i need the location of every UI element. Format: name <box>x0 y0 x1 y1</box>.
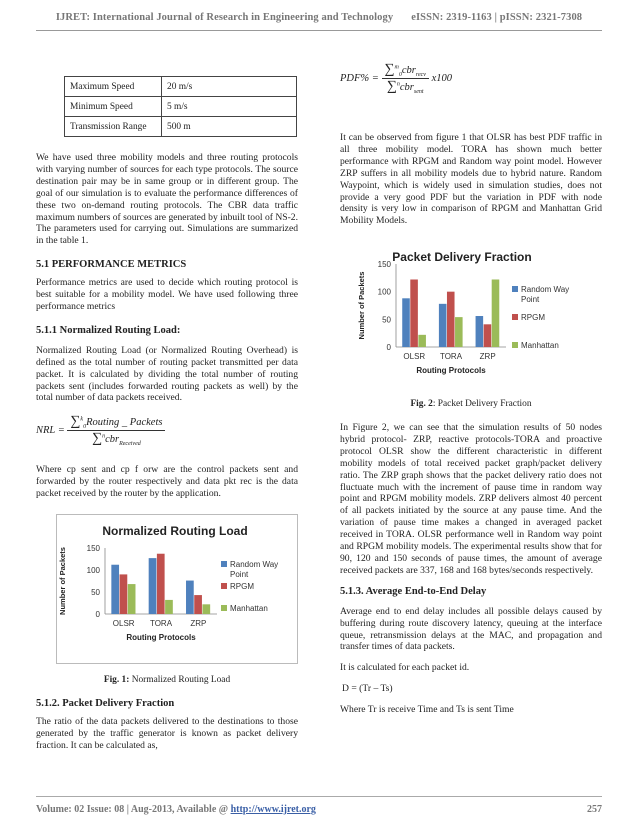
chart2-svg <box>356 246 592 386</box>
right-column-lower <box>340 422 602 725</box>
nrl-den-sub: Received <box>119 441 141 448</box>
pdf-tail: x100 <box>431 73 452 84</box>
y-tick-label: 150 <box>86 544 100 553</box>
issn: eISSN: 2319-1163 | pISSN: 2321-7308 <box>411 12 583 23</box>
legend-label-cont: Point <box>230 570 249 579</box>
delay-where-text: Where Tr is receive Time and Ts is sent Time <box>340 704 514 716</box>
param-row <box>65 117 297 137</box>
fig2-label: Fig. 2 <box>410 399 433 409</box>
nrl-lhs: NRL = <box>36 425 65 436</box>
section-5-1-3-text: Average end to end delay includes all possible delays caused by buffering during route discovery latency, queuing at the interface queue, retransmission delays at the MAC, and propagation and transfer times of data packets. <box>340 605 602 653</box>
running-header <box>0 12 638 23</box>
pdf-fraction: $\frac{\sum^m_0cbr_{recv}}{\sum^ncbr_{sent}}$ <box>382 62 429 95</box>
intro-paragraph: We have used three mobility models and three routing protocols with varying number of sources for each type protocols. The source destination pair may be in same group or in different group. The goal of our simulation is to evaluate the performance differences of these two on-demand routing protocols. The CBR data traffic maximum numbers of sources are generated by inbuilt tool of NS-2. The parameters used for carrying out. Simulations are summarized in the table 1. <box>36 152 298 247</box>
bar-olsr-manhattan <box>128 584 136 614</box>
pdf-lhs: PDF% = <box>340 73 379 84</box>
y-tick-label: 50 <box>382 315 391 325</box>
x-tick-label: OLSR <box>112 619 135 628</box>
y-tick-label: 0 <box>95 610 100 619</box>
x-axis-label: Routing Protocols <box>126 633 196 642</box>
y-tick-label: 0 <box>386 343 391 352</box>
pdf-sup-m: m <box>394 64 399 71</box>
bar-tora-random-way-point <box>149 558 157 614</box>
footer-volume: Volume: 02 Issue: 08 | Aug-2013, Available @ <box>36 804 231 815</box>
nrl-numerator: Routing _ Packets <box>86 417 163 428</box>
legend-label-cont: Point <box>521 295 540 304</box>
chart-packet-delivery-fraction <box>356 246 592 386</box>
pdf-sup-n: n <box>396 81 400 88</box>
section-5-1-3-title: 5.1.3. Average End-to-End Delay <box>340 585 487 597</box>
fig2-caption <box>340 399 602 409</box>
pdf-num-sub: recv <box>415 72 426 79</box>
param-label: Minimum Speed <box>65 97 162 117</box>
x-axis-label: Routing Protocols <box>416 366 486 375</box>
bar-tora-rpgm <box>157 554 165 614</box>
chart1-svg <box>57 515 297 663</box>
nrl-where <box>36 464 298 509</box>
header-rule <box>36 30 602 31</box>
fig2-text: : Packet Delivery Fraction <box>432 399 532 409</box>
x-tick-label: ZRP <box>190 619 207 628</box>
legend-label: Manhattan <box>230 604 268 613</box>
nrl-sup-k: k <box>80 416 84 423</box>
x-tick-label: TORA <box>439 352 463 361</box>
param-row <box>65 97 297 117</box>
fig1-caption <box>36 675 298 685</box>
legend-label: Random Way <box>521 285 570 294</box>
bar-olsr-rpgm <box>410 279 418 347</box>
param-value: 5 m/s <box>162 97 297 117</box>
bar-olsr-manhattan <box>418 335 426 347</box>
page-number: 257 <box>587 804 602 815</box>
section-5-1-title: 5.1 PERFORMANCE METRICS <box>36 259 187 271</box>
param-row <box>65 77 297 97</box>
bar-olsr-random-way-point <box>111 565 119 614</box>
y-tick-label: 100 <box>86 566 100 575</box>
x-tick-label: TORA <box>149 619 173 628</box>
left-column <box>36 152 298 413</box>
section-5-1-text: Performance metrics are used to decide which routing protocol is best suitable for a mobility model. We have used following three performance metrics <box>36 277 298 312</box>
bar-olsr-random-way-point <box>402 298 410 347</box>
section-5-1-1-text: Normalized Routing Load (or Normalized Routing Overhead) is defined as the total number of routing packet transmitted per data packet. It is calculated by dividing the total number of routing packets sent (includes forwarded routing packets as well) by the total number of data packets received. <box>36 344 298 404</box>
legend-swatch <box>221 583 227 589</box>
bar-zrp-manhattan <box>202 604 210 614</box>
legend-swatch <box>512 314 518 320</box>
params-table <box>64 76 297 137</box>
bar-olsr-rpgm <box>120 574 128 614</box>
nrl-fraction: $\frac{\sum^k_0Routing \_ Packets}{\sum^ncbr_{Received}}$ <box>67 414 165 447</box>
delay-formula: D = (Tr – Ts) <box>342 683 393 695</box>
y-axis-label: Number of Packets <box>58 547 67 615</box>
section-5-1-2 <box>36 698 298 761</box>
footer-link[interactable]: http://www.ijret.org <box>230 804 316 815</box>
bar-zrp-rpgm <box>194 595 202 614</box>
nrl-sup-n: n <box>102 433 106 440</box>
nrl-equation <box>36 414 298 447</box>
param-value: 20 m/s <box>162 77 297 97</box>
legend-swatch <box>512 286 518 292</box>
footer <box>36 804 602 815</box>
section-5-1-1-title: 5.1.1 Normalized Routing Load: <box>36 324 181 336</box>
legend-label: RPGM <box>521 313 545 322</box>
nrl-sub-0: 0 <box>83 424 87 431</box>
nrl-denominator: cbr <box>105 434 120 446</box>
bar-tora-rpgm <box>447 292 455 347</box>
footer-rule <box>36 796 602 797</box>
bar-zrp-random-way-point <box>476 316 484 347</box>
pdf-numerator: cbr <box>401 65 416 76</box>
bar-zrp-rpgm <box>484 324 492 347</box>
chart-normalized-routing-load <box>56 514 298 664</box>
legend-swatch <box>512 342 518 348</box>
pdf-den-sub: sent <box>413 89 424 96</box>
legend-label: Random Way <box>230 560 279 569</box>
where-text: Where cp sent and cp f orw are the control packets sent and forwarded by the router respectively and data pkt rec is the data packet received by the router by the application. <box>36 464 298 499</box>
legend-label: Manhattan <box>521 341 559 350</box>
legend-label: RPGM <box>230 582 254 591</box>
legend-swatch <box>221 605 227 611</box>
section-5-1-2-text: The ratio of the data packets delivered to the destinations to those generated by the traffic generator is known as packet delivery fraction. It can be calculated as, <box>36 715 298 751</box>
right-para-1 <box>340 132 602 236</box>
legend-swatch <box>221 561 227 567</box>
journal-name: IJRET: International Journal of Research in Engineering and Technology <box>55 12 394 23</box>
bar-tora-manhattan <box>455 317 463 347</box>
figure2-discussion: In Figure 2, we can see that the simulation results of 50 nodes hybrid protocol- ZRP, reactive protocols-TORA and proactive protocol OLSR show the different characteristic in different mobility models of total received packet graph/packet delivery ratio. The ZRP graph shows that the packet delivery ratio does not fluctuate much with the increment of pause time in random way point and RPGM mobility models. ZRP delivers almost 40 percent of all packets initiated by the source at any pause time. And the variation of pause time makes a changed in averaged packet received in TORA. OLSR performance well in Random way point and RPGM mobility models. The experimental results show that for 90, 120 and 150 seconds of pause times, the amount of average received packets are 337, 168 and 168 bytes/seconds respectively. <box>340 422 602 576</box>
param-value: 500 m <box>162 117 297 137</box>
fig1-text: Normalized Routing Load <box>131 675 231 685</box>
pdf-observation-text: It can be observed from figure 1 that OLSR has best PDF traffic in all three mobility model. TORA has shown much better performance with RPGM and Random way point model. However ZRP suffers in all mobility models due to hybrid nature. Random Waypoint, which is widely used in simulation studies, does not provide a very good PDF but the variation in PDF with node density is very low in comparison of RPGM and Manhattan Grid Mobility Models. <box>340 132 602 227</box>
y-tick-label: 150 <box>377 260 391 269</box>
section-5-1-2-title: 5.1.2. Packet Delivery Fraction <box>36 698 175 709</box>
x-tick-label: OLSR <box>403 352 426 361</box>
bar-tora-random-way-point <box>439 304 447 347</box>
param-label: Maximum Speed <box>65 77 162 97</box>
param-label: Transmission Range <box>65 117 162 137</box>
pdf-denominator: cbr <box>399 82 414 94</box>
calc-text: It is calculated for each packet id. <box>340 662 470 674</box>
pdf-equation <box>340 62 602 95</box>
y-tick-label: 100 <box>377 287 391 297</box>
y-axis-label: Number of Packets <box>357 271 366 340</box>
x-tick-label: ZRP <box>479 352 496 361</box>
bar-zrp-random-way-point <box>186 581 194 614</box>
bar-zrp-manhattan <box>492 279 500 347</box>
fig1-label: Fig. 1: <box>103 675 130 685</box>
pdf-sub-0: 0 <box>398 72 402 79</box>
y-tick-label: 50 <box>91 588 100 597</box>
chart-title: Packet Delivery Fraction <box>392 250 532 264</box>
bar-tora-manhattan <box>165 600 173 614</box>
chart-title: Normalized Routing Load <box>102 524 248 538</box>
